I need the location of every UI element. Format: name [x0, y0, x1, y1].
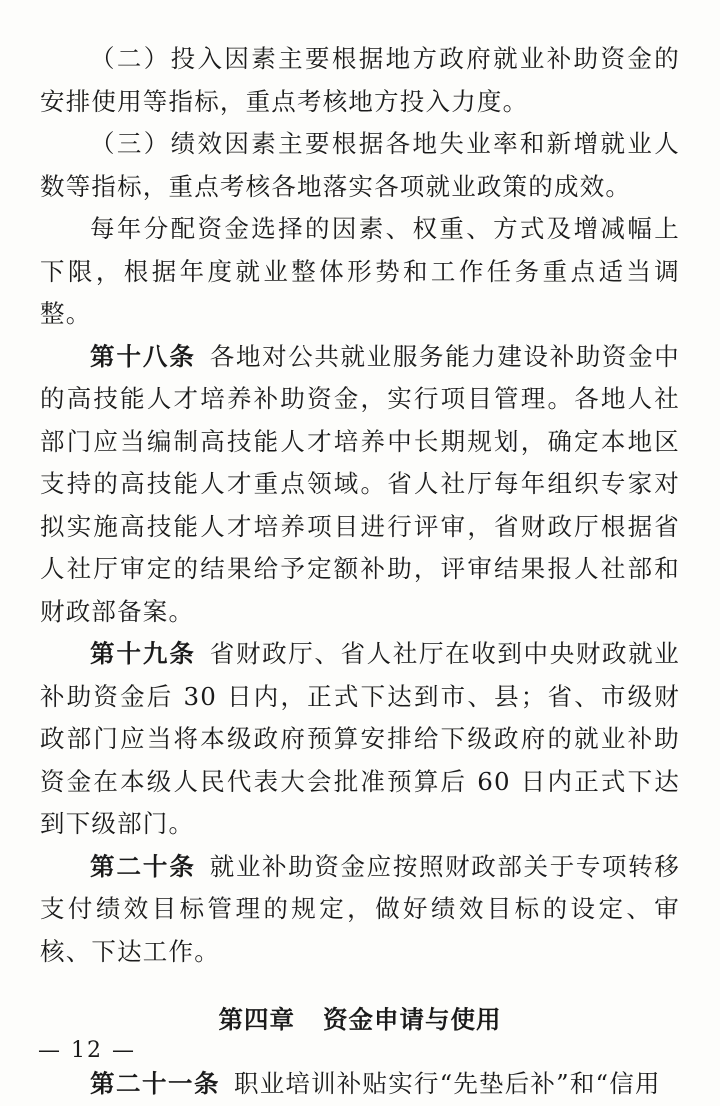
- article-heading: 第二十一条: [90, 1069, 220, 1098]
- article-text: 省财政厅、省人社厅在收到中央财政就业补助资金后 30 日内，正式下达到市、县；省、市级财政部门应当将本级政府预算安排给下级政府的就业补助资金在本级人民代表大会批准预算后 60 日内正式下达到下级部门。: [40, 639, 680, 838]
- paragraph-annual-allocation: [40, 208, 680, 336]
- chapter-number: 第四章: [218, 1005, 295, 1034]
- article-20: [40, 846, 680, 974]
- chapter-title: 资金申请与使用: [323, 1005, 502, 1034]
- article-text: 各地对公共就业服务能力建设补助资金中的高技能人才培养补助资金，实行项目管理。各地人社部门应当编制高技能人才培养中长期规划，确定本地区支持的高技能人才重点领域。省人社厅每年组织专家对拟实施高技能人才培养项目进行评审，省财政厅根据省人社厅审定的结果给予定额补助，评审结果报人社部和财政部备案。: [40, 341, 680, 626]
- paragraph-text: （三）绩效因素主要根据各地失业率和新增就业人数等指标，重点考核各地落实各项就业政策的成效。: [40, 129, 680, 201]
- paragraph-text: （二）投入因素主要根据地方政府就业补助资金的安排使用等指标，重点考核地方投入力度。: [40, 44, 680, 116]
- chapter-heading: [40, 999, 680, 1041]
- article-18: [40, 336, 680, 634]
- article-text: 就业补助资金应按照财政部关于专项转移支付绩效目标管理的规定，做好绩效目标的设定、审核、下达工作。: [40, 851, 680, 966]
- article-text: 职业培训补贴实行“先垫后补”和“信用: [234, 1069, 661, 1098]
- article-21: [40, 1063, 680, 1106]
- page-number: — 12 —: [38, 1038, 136, 1063]
- paragraph-performance-factor: [40, 123, 680, 208]
- paragraph-investment-factor: [40, 38, 680, 123]
- article-heading: 第十九条: [90, 639, 196, 668]
- article-heading: 第十八条: [90, 341, 196, 371]
- article-19: [40, 633, 680, 846]
- article-heading: 第二十条: [90, 851, 196, 881]
- paragraph-text: 每年分配资金选择的因素、权重、方式及增减幅上下限，根据年度就业整体形势和工作任务重点适当调整。: [40, 214, 680, 328]
